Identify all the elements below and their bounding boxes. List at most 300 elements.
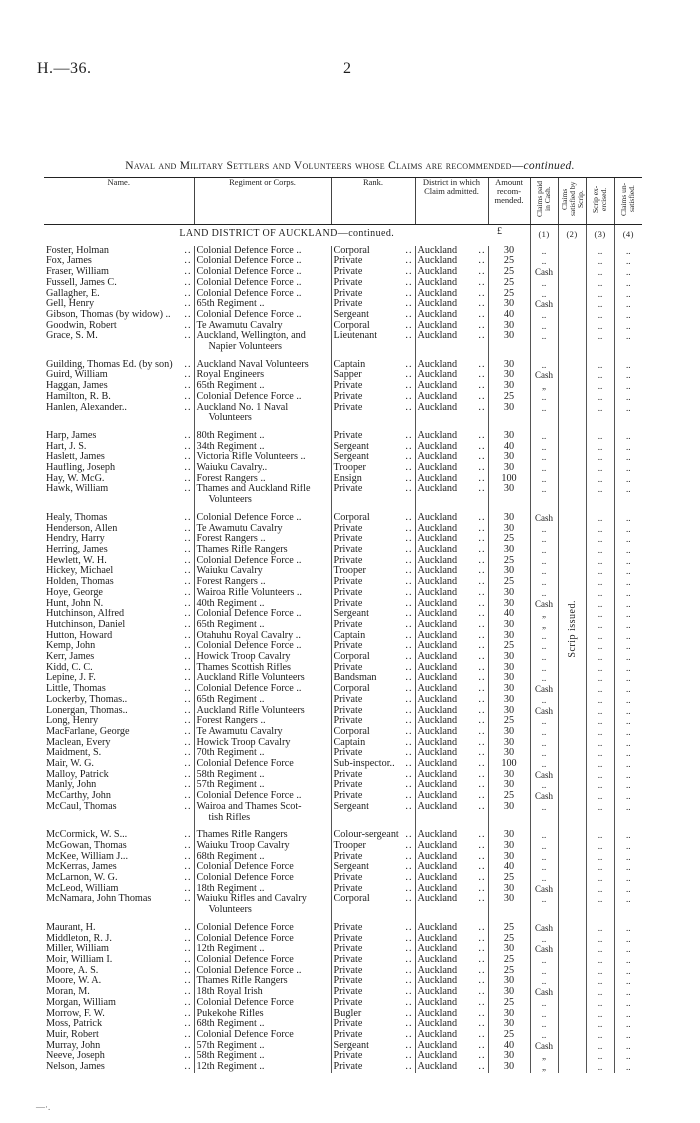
cell-cash: .. — [530, 452, 558, 463]
cell-empty — [586, 413, 614, 424]
cell-rank: Private .. — [331, 534, 415, 545]
cell-name: Lockerby, Thomas.. .. — [44, 695, 194, 706]
cell-rank: Private .. — [331, 256, 415, 267]
table-row — [44, 802, 642, 813]
table-row — [44, 1051, 642, 1062]
cell-scrip — [558, 392, 586, 403]
cell-rank: Trooper .. — [331, 566, 415, 577]
cell-exercised: .. — [586, 1019, 614, 1030]
cell-unsatisfied: .. — [614, 256, 642, 267]
table-row — [44, 695, 642, 706]
cell-amount: 30 — [488, 884, 530, 895]
cell-amount: 25 — [488, 934, 530, 945]
table-row — [44, 246, 642, 257]
cell-empty — [415, 413, 488, 424]
cell-rank: Sergeant .. — [331, 862, 415, 873]
cell-rank: Private .. — [331, 780, 415, 791]
cell-unsatisfied: .. — [614, 620, 642, 631]
cell-unsatisfied: .. — [614, 310, 642, 321]
cell-amount: 30 — [488, 663, 530, 674]
cell-scrip — [558, 780, 586, 791]
cell-exercised: .. — [586, 246, 614, 257]
cell-exercised: .. — [586, 484, 614, 495]
cell-amount: 30 — [488, 1019, 530, 1030]
cell-district: Auckland .. — [415, 1041, 488, 1052]
cell-rank: Private .. — [331, 934, 415, 945]
cell-empty — [530, 342, 558, 353]
cell-exercised: .. — [586, 588, 614, 599]
cell-amount: 25 — [488, 1030, 530, 1041]
gap-cell — [586, 916, 614, 923]
cell-unsatisfied: .. — [614, 759, 642, 770]
cell-rank: Corporal .. — [331, 652, 415, 663]
cell-scrip — [558, 370, 586, 381]
cell-amount: 40 — [488, 1041, 530, 1052]
cell-cash: .. — [530, 966, 558, 977]
cell-unsatisfied: .. — [614, 278, 642, 289]
cell-scrip — [558, 267, 586, 278]
cell-exercised: .. — [586, 556, 614, 567]
cell-district: Auckland .. — [415, 759, 488, 770]
cell-name: Nelson, James .. — [44, 1062, 194, 1073]
cell-district: Auckland .. — [415, 381, 488, 392]
cell-amount: 30 — [488, 484, 530, 495]
cell-cash: .. — [530, 894, 558, 905]
cell-name: Guird, William .. — [44, 370, 194, 381]
cell-district: Auckland .. — [415, 310, 488, 321]
cell-district: Auckland .. — [415, 609, 488, 620]
cell-cash: .. — [530, 631, 558, 642]
cell-district: Auckland .. — [415, 431, 488, 442]
document-reference: H.—36. — [37, 60, 92, 77]
cell-rank: Private .. — [331, 641, 415, 652]
cell-district: Auckland .. — [415, 321, 488, 332]
cell-cash: „ — [530, 620, 558, 631]
cell-exercised: .. — [586, 534, 614, 545]
cell-regiment: 58th Regiment .. — [194, 1051, 331, 1062]
table-row — [44, 331, 642, 342]
cell-unsatisfied: .. — [614, 545, 642, 556]
cell-name: Hawk, William .. — [44, 484, 194, 495]
cell-unsatisfied: .. — [614, 392, 642, 403]
cell-rank: Sergeant .. — [331, 442, 415, 453]
cell-cash: Cash — [530, 1041, 558, 1052]
cell-amount: 30 — [488, 599, 530, 610]
table-row-continuation — [44, 413, 642, 424]
cell-empty — [415, 342, 488, 353]
cell-empty — [614, 413, 642, 424]
cell-cash: Cash — [530, 944, 558, 955]
table-row — [44, 463, 642, 474]
cell-regiment-cont: Volunteers — [194, 905, 331, 916]
cell-name: Goodwin, Robert .. — [44, 321, 194, 332]
table-title — [0, 160, 700, 172]
table-row — [44, 452, 642, 463]
col-header-unsatisfied-text: Claims un-satisfied. — [619, 182, 637, 216]
cell-scrip — [558, 381, 586, 392]
header-row — [44, 178, 642, 225]
col-number-1: (1) — [530, 225, 558, 246]
cell-regiment: 65th Regiment .. — [194, 381, 331, 392]
cell-regiment: 40th Regiment .. — [194, 599, 331, 610]
cell-unsatisfied: .. — [614, 588, 642, 599]
gap-cell — [558, 916, 586, 923]
cell-name: Hewlett, W. H. .. — [44, 556, 194, 567]
gap-cell — [331, 424, 415, 431]
gap-cell — [586, 353, 614, 360]
cell-district: Auckland .. — [415, 727, 488, 738]
cell-rank: Private .. — [331, 545, 415, 556]
cell-exercised: .. — [586, 884, 614, 895]
table-row — [44, 484, 642, 495]
cell-exercised: .. — [586, 577, 614, 588]
cell-name: McCarthy, John .. — [44, 791, 194, 802]
cell-regiment: Te Awamutu Cavalry — [194, 727, 331, 738]
gap-cell — [530, 916, 558, 923]
cell-amount: 30 — [488, 463, 530, 474]
cell-scrip — [558, 278, 586, 289]
cell-exercised: .. — [586, 545, 614, 556]
table-row — [44, 1019, 642, 1030]
gap-cell — [415, 506, 488, 513]
cell-rank: Private .. — [331, 278, 415, 289]
table-title-main: Naval and Military Settlers and Volunteers whose Claims are recommended— — [125, 160, 524, 172]
cell-scrip — [558, 673, 586, 684]
cell-exercised: .. — [586, 748, 614, 759]
gap-cell — [415, 823, 488, 830]
cell-exercised: .. — [586, 727, 614, 738]
cell-scrip — [558, 987, 586, 998]
cell-exercised: .. — [586, 663, 614, 674]
cell-unsatisfied: .. — [614, 852, 642, 863]
table-row — [44, 442, 642, 453]
table-row — [44, 403, 642, 414]
cell-district: Auckland .. — [415, 862, 488, 873]
cell-name: Maclean, Every .. — [44, 738, 194, 749]
cell-unsatisfied: .. — [614, 830, 642, 841]
cell-empty — [586, 905, 614, 916]
cell-cash: .. — [530, 852, 558, 863]
cell-name: McCaul, Thomas .. — [44, 802, 194, 813]
cell-regiment: Howick Troop Cavalry — [194, 738, 331, 749]
cell-rank: Private .. — [331, 299, 415, 310]
cell-scrip — [558, 246, 586, 257]
cell-scrip — [558, 588, 586, 599]
cell-exercised: .. — [586, 987, 614, 998]
cell-district: Auckland .. — [415, 545, 488, 556]
cell-cash: Cash — [530, 706, 558, 717]
cell-amount: 30 — [488, 748, 530, 759]
cell-unsatisfied: .. — [614, 566, 642, 577]
cell-unsatisfied: .. — [614, 442, 642, 453]
table-row — [44, 370, 642, 381]
cell-scrip — [558, 770, 586, 781]
table-row — [44, 524, 642, 535]
cell-amount: 30 — [488, 381, 530, 392]
cell-district: Auckland .. — [415, 620, 488, 631]
cell-scrip — [558, 695, 586, 706]
cell-district: Auckland .. — [415, 791, 488, 802]
gap-cell — [530, 823, 558, 830]
cell-unsatisfied: .. — [614, 802, 642, 813]
cell-unsatisfied: .. — [614, 780, 642, 791]
cell-empty — [415, 905, 488, 916]
cell-district: Auckland .. — [415, 1009, 488, 1020]
col-number-4: (4) — [614, 225, 642, 246]
table-row — [44, 577, 642, 588]
cell-exercised: .. — [586, 780, 614, 791]
cell-regiment: Colonial Defence Force — [194, 998, 331, 1009]
cell-regiment: 80th Regiment .. — [194, 431, 331, 442]
gap-cell — [530, 353, 558, 360]
table-row — [44, 841, 642, 852]
col-header-scrip — [558, 178, 586, 225]
cell-cash: .. — [530, 663, 558, 674]
cell-rank: Private .. — [331, 770, 415, 781]
cell-unsatisfied: .. — [614, 748, 642, 759]
cell-rank: Corporal .. — [331, 246, 415, 257]
cell-regiment: 58th Regiment .. — [194, 770, 331, 781]
cell-empty — [488, 342, 530, 353]
cell-exercised: .. — [586, 289, 614, 300]
col-header-amount: Amount recom-mended. — [488, 178, 530, 225]
cell-exercised: .. — [586, 1051, 614, 1062]
cell-cash: .. — [530, 695, 558, 706]
page-mark: —·. — [36, 1102, 51, 1112]
cell-unsatisfied: .. — [614, 246, 642, 257]
cell-amount: 25 — [488, 873, 530, 884]
gap-cell — [488, 823, 530, 830]
cell-name: Hanlen, Alexander.. .. — [44, 403, 194, 414]
cell-regiment-cont: tish Rifles — [194, 813, 331, 824]
cell-exercised: .. — [586, 976, 614, 987]
table-row — [44, 652, 642, 663]
cell-district: Auckland .. — [415, 1030, 488, 1041]
cell-exercised: .. — [586, 452, 614, 463]
cell-rank: Sergeant .. — [331, 802, 415, 813]
cell-scrip — [558, 841, 586, 852]
cell-cash: .. — [530, 463, 558, 474]
cell-regiment-cont: Volunteers — [194, 495, 331, 506]
cell-district: Auckland .. — [415, 278, 488, 289]
cell-unsatisfied: .. — [614, 1030, 642, 1041]
cell-amount: 30 — [488, 246, 530, 257]
cell-name: Fraser, William .. — [44, 267, 194, 278]
cell-empty — [614, 342, 642, 353]
cell-rank: Private .. — [331, 987, 415, 998]
cell-district: Auckland .. — [415, 256, 488, 267]
cell-regiment: Colonial Defence Force .. — [194, 289, 331, 300]
table-row — [44, 556, 642, 567]
cell-amount: 30 — [488, 695, 530, 706]
cell-regiment: Colonial Defence Force — [194, 934, 331, 945]
cell-scrip — [558, 256, 586, 267]
cell-scrip — [558, 299, 586, 310]
cell-amount: 30 — [488, 452, 530, 463]
cell-regiment: Victoria Rifle Volunteers .. — [194, 452, 331, 463]
cell-cash: Cash — [530, 884, 558, 895]
cell-district: Auckland .. — [415, 716, 488, 727]
cell-regiment: Royal Engineers — [194, 370, 331, 381]
cell-cash: .. — [530, 556, 558, 567]
cell-unsatisfied: .. — [614, 381, 642, 392]
cell-scrip — [558, 716, 586, 727]
cell-regiment: Colonial Defence Force .. — [194, 641, 331, 652]
cell-amount: 30 — [488, 706, 530, 717]
cell-cash: „ — [530, 1062, 558, 1073]
cell-amount: 40 — [488, 862, 530, 873]
gap-cell — [488, 506, 530, 513]
cell-amount: 25 — [488, 278, 530, 289]
cell-cash: .. — [530, 738, 558, 749]
cell-unsatisfied: .. — [614, 484, 642, 495]
cell-district: Auckland .. — [415, 695, 488, 706]
cell-scrip — [558, 923, 586, 934]
gap-cell — [530, 424, 558, 431]
section-heading: LAND DISTRICT OF AUCKLAND—continued. — [179, 228, 395, 239]
cell-rank: Captain .. — [331, 631, 415, 642]
cell-regiment: 68th Regiment .. — [194, 852, 331, 863]
cell-scrip — [558, 431, 586, 442]
cell-name: Long, Henry .. — [44, 716, 194, 727]
cell-name: Holden, Thomas .. — [44, 577, 194, 588]
col-header-cash — [530, 178, 558, 225]
gap-cell — [614, 424, 642, 431]
cell-amount: 30 — [488, 652, 530, 663]
cell-exercised: .. — [586, 759, 614, 770]
cell-rank: Private .. — [331, 431, 415, 442]
table-row — [44, 431, 642, 442]
cell-unsatisfied: .. — [614, 474, 642, 485]
gap-cell — [331, 823, 415, 830]
gap-cell — [44, 424, 194, 431]
cell-rank: Private .. — [331, 1051, 415, 1062]
cell-district: Auckland .. — [415, 370, 488, 381]
cell-empty — [530, 905, 558, 916]
cell-regiment: Colonial Defence Force .. — [194, 278, 331, 289]
cell-exercised: .. — [586, 862, 614, 873]
cell-scrip — [558, 955, 586, 966]
cell-cash: Cash — [530, 513, 558, 524]
table-row-continuation — [44, 495, 642, 506]
cell-regiment: Thames Scottish Rifles — [194, 663, 331, 674]
cell-amount: 30 — [488, 841, 530, 852]
cell-regiment: Waiuku Troop Cavalry — [194, 841, 331, 852]
cell-scrip — [558, 934, 586, 945]
cell-rank: Corporal .. — [331, 894, 415, 905]
cell-name: McLeod, William .. — [44, 884, 194, 895]
cell-district: Auckland .. — [415, 360, 488, 371]
gap-cell — [415, 353, 488, 360]
cell-cash: .. — [530, 360, 558, 371]
cell-scrip — [558, 534, 586, 545]
gap-cell — [194, 506, 331, 513]
cell-exercised: .. — [586, 966, 614, 977]
cell-unsatisfied: .. — [614, 556, 642, 567]
cell-scrip — [558, 944, 586, 955]
cell-cash: .. — [530, 577, 558, 588]
cell-unsatisfied: .. — [614, 534, 642, 545]
cell-scrip — [558, 706, 586, 717]
table-row — [44, 791, 642, 802]
cell-cash: .. — [530, 484, 558, 495]
page-number: 2 — [343, 60, 351, 77]
cell-district: Auckland .. — [415, 998, 488, 1009]
gap-cell — [331, 353, 415, 360]
cell-unsatisfied: .. — [614, 641, 642, 652]
cell-unsatisfied: .. — [614, 652, 642, 663]
cell-amount: 40 — [488, 442, 530, 453]
cell-unsatisfied: .. — [614, 289, 642, 300]
cell-regiment: 12th Regiment .. — [194, 944, 331, 955]
cell-amount: 30 — [488, 545, 530, 556]
cell-name — [44, 813, 194, 824]
cell-exercised: .. — [586, 1062, 614, 1073]
cell-regiment-cont: Volunteers — [194, 413, 331, 424]
cell-rank: Private .. — [331, 524, 415, 535]
cell-rank: Corporal .. — [331, 321, 415, 332]
cell-empty — [614, 905, 642, 916]
cell-scrip — [558, 513, 586, 524]
cell-exercised: .. — [586, 830, 614, 841]
cell-name: Maurant, H. .. — [44, 923, 194, 934]
cell-scrip — [558, 998, 586, 1009]
table-row — [44, 1041, 642, 1052]
gap-cell — [488, 353, 530, 360]
cell-empty — [614, 813, 642, 824]
cell-unsatisfied: .. — [614, 299, 642, 310]
col-header-cash-text: Claims paid in Cash. — [535, 180, 552, 218]
cell-exercised: .. — [586, 852, 614, 863]
gap-cell — [614, 823, 642, 830]
cell-exercised: .. — [586, 770, 614, 781]
cell-cash: .. — [530, 588, 558, 599]
col-number-3: (3) — [586, 225, 614, 246]
cell-exercised: .. — [586, 934, 614, 945]
cell-regiment: 65th Regiment .. — [194, 620, 331, 631]
cell-regiment: Howick Troop Cavalry — [194, 652, 331, 663]
cell-regiment: Colonial Defence Force .. — [194, 392, 331, 403]
cell-cash: „ — [530, 609, 558, 620]
gap-cell — [586, 424, 614, 431]
cell-amount: 30 — [488, 673, 530, 684]
cell-amount: 30 — [488, 299, 530, 310]
cell-exercised: .. — [586, 360, 614, 371]
cell-name: Foster, Holman .. — [44, 246, 194, 257]
cell-empty — [558, 342, 586, 353]
cell-name: Moir, William I. .. — [44, 955, 194, 966]
cell-rank: Sergeant .. — [331, 609, 415, 620]
cell-amount: 25 — [488, 955, 530, 966]
cell-cash: .. — [530, 331, 558, 342]
table-row — [44, 987, 642, 998]
cell-amount: 30 — [488, 360, 530, 371]
cell-cash: .. — [530, 830, 558, 841]
cell-exercised: .. — [586, 381, 614, 392]
cell-exercised: .. — [586, 403, 614, 414]
cell-cash: .. — [530, 431, 558, 442]
cell-exercised: .. — [586, 944, 614, 955]
table-row — [44, 748, 642, 759]
cell-regiment: Waiuku Cavalry — [194, 566, 331, 577]
table-row — [44, 934, 642, 945]
cell-amount: 30 — [488, 631, 530, 642]
cell-cash: .. — [530, 545, 558, 556]
cell-name: Morgan, William .. — [44, 998, 194, 1009]
table-row — [44, 894, 642, 905]
table-row — [44, 738, 642, 749]
cell-regiment: Colonial Defence Force .. — [194, 256, 331, 267]
